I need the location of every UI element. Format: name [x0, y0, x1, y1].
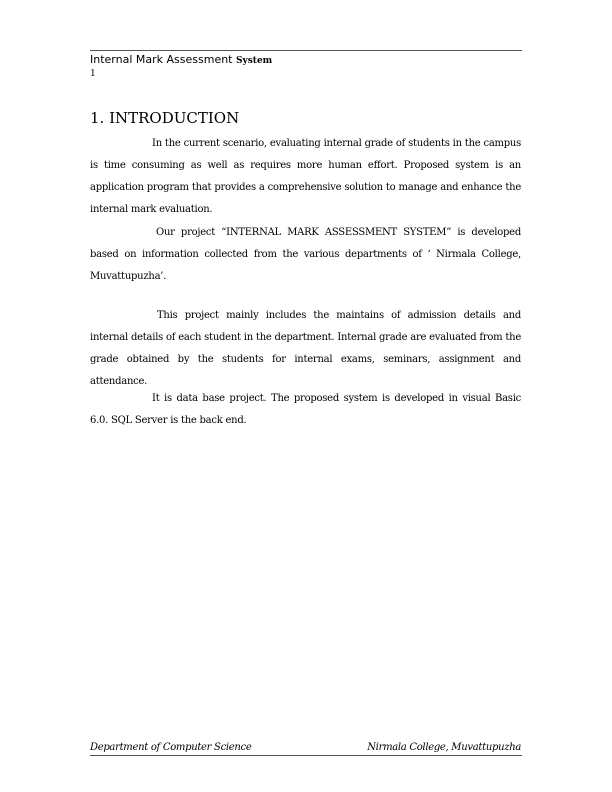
header-rule [90, 50, 522, 51]
footer-college: Nirmala College, Muvattupuzha [367, 742, 521, 753]
paragraph-4-text: It is data base project. The proposed system is developed in visual Basic 6.0. SQL Server is the back end. [90, 393, 521, 426]
paragraph-3 [90, 305, 521, 393]
section-heading: 1. INTRODUCTION [90, 109, 240, 127]
footer-rule [90, 755, 522, 756]
paragraph-2-text: Our project “INTERNAL MARK ASSESSMENT SYSTEM” is developed based on information collected from the various departments of ‘ Nirmala College, Muvattupuzha’. [90, 227, 521, 282]
paragraph-4 [90, 388, 521, 432]
page-number: 1 [90, 67, 96, 79]
header-title-sub: System [236, 56, 273, 66]
paragraph-2 [90, 222, 521, 288]
paragraph-1 [90, 133, 521, 221]
footer-department: Department of Computer Science [90, 742, 252, 753]
header-title-main: Internal Mark Assessment [90, 53, 236, 66]
paragraph-1-text: In the current scenario, evaluating internal grade of students in the campus is time consuming as well as requires more human effort. Proposed system is an application program that provides a comprehensive solution to manage and enhance the internal mark evaluation. [90, 138, 521, 215]
header-title [90, 53, 272, 68]
paragraph-3-text: This project mainly includes the maintains of admission details and internal details of each student in the department. Internal grade are evaluated from the grade obtained by the students for internal exams, seminars, assignment and attendance. [90, 310, 521, 387]
